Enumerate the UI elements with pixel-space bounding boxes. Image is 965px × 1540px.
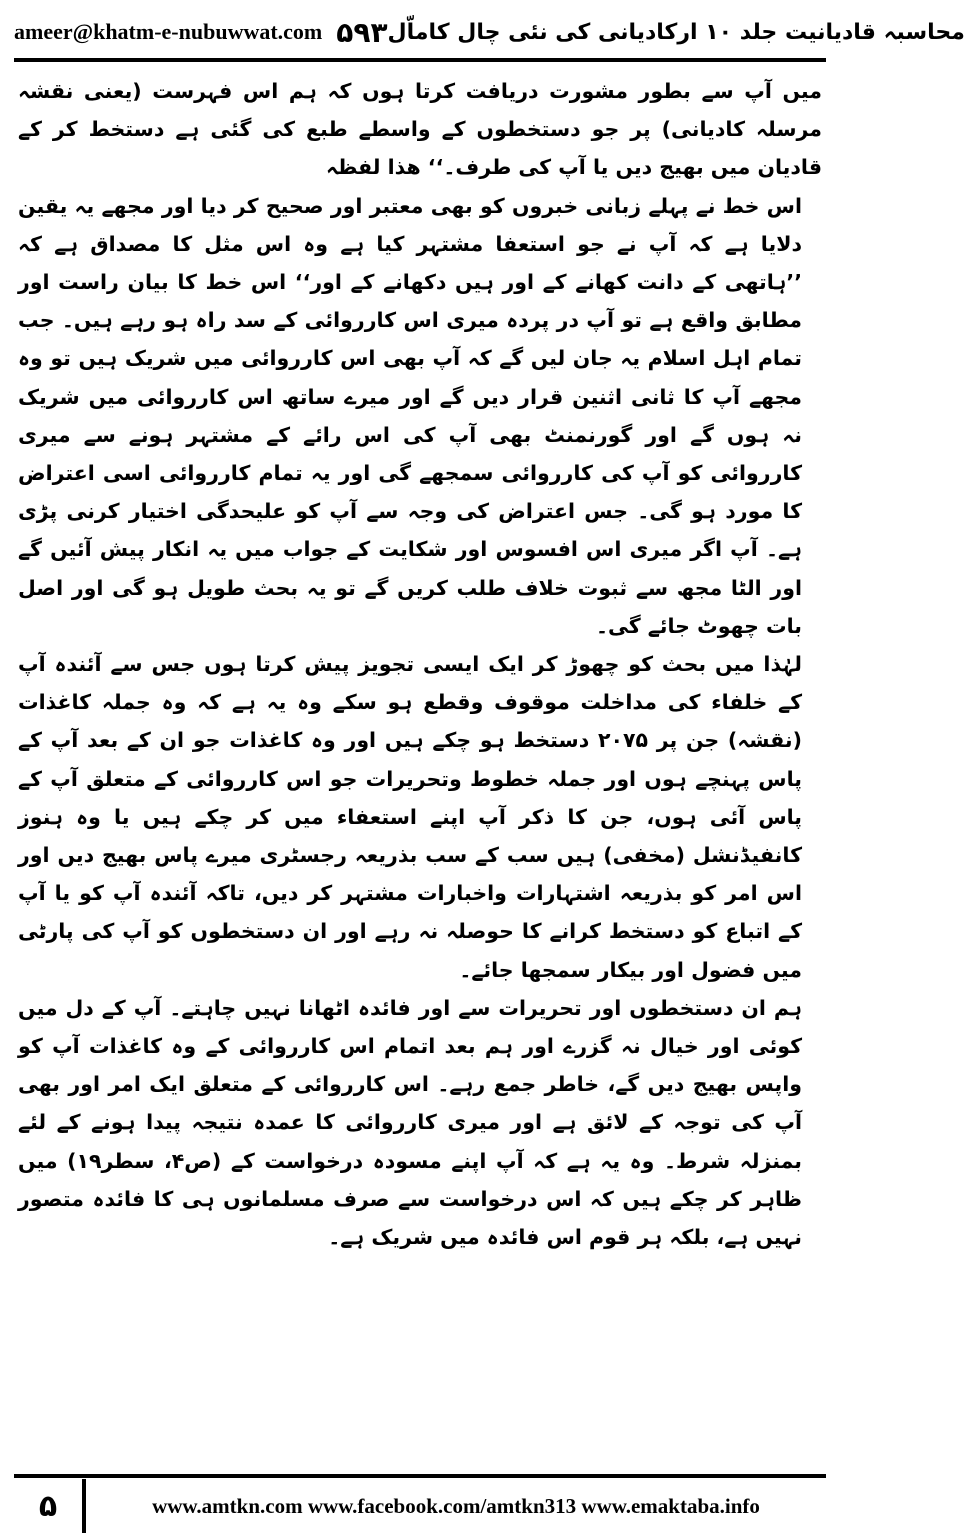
paragraph-2: اس خط نے پہلے زبانی خبروں کو بھی معتبر اور صحیح کر دیا اور مجھے یہ یقین دلایا ہے کہ آپ نے جو استعفا مشتہر کیا ہے وہ اس مثل کا مصداق ہے کہ ’’ہاتھی کے دانت کھانے کے اور ہیں دکھانے کے اور‘‘ اس خط کا بیان راست اور مطابق واقع ہے تو آپ در پردہ میری اس کارروائی کے سد راہ ہو رہے ہیں۔ جب تمام اہل اسلام یہ جان لیں گے کہ آپ بھی اس کارروائی میں شریک ہیں تو وہ مجھے آپ کا ثانی اثنین قرار دیں گے اور میرے ساتھ اس کارروائی میں شریک نہ ہوں گے اور گورنمنٹ بھی آپ کی اس رائے کے مشتہر ہونے سے میری کارروائی کو آپ کی کارروائی سمجھے گی اور یہ تمام کارروائی اسی اعتراض کا مورد ہو گی۔ جس اعتراض کی وجہ سے آپ کو علیحدگی اختیار کرنی پڑی ہے۔ آپ اگر میری اس افسوس اور شکایت کے جواب میں یہ انکار پیش آئیں گے اور الٹا مجھ سے ثبوت خلاف طلب کریں گے تو یہ بحث طویل ہو گی اور اصل بات چھوٹ جائے گی۔ — [18, 193, 802, 638]
page-footer — [14, 1474, 826, 1534]
paragraph-1: میں آپ سے بطور مشورت دریافت کرتا ہوں کہ ہم اس فہرست (یعنی نقشہ مرسلہ کادیانی) پر جو دستخطوں کے واسطے طبع کی گئی ہے دستخط کر کے قادیان میں بھیج دیں یا آپ کی طرف۔‘‘ ھذا لفظہ — [18, 79, 822, 180]
header-left-group — [14, 16, 388, 49]
page-body — [18, 72, 822, 1460]
header-title: محاسبہ قادیانیت جلد ۱۰ ارکادیانی کی نئی چال کاماّل — [387, 19, 965, 45]
header-page-number: ۵۹۳ — [336, 15, 388, 49]
footer-links: www.amtkn.com www.facebook.com/amtkn313 www.emaktaba.info — [152, 1493, 760, 1518]
paragraph-4: ہم ان دستخطوں اور تحریرات سے اور فائدہ اٹھانا نہیں چاہتے۔ آپ کے دل میں کوئی اور خیال نہ گزرے اور ہم بعد اتمام اس کارروائی کے وہ کاغذات آپ کو واپس بھیج دیں گے، خاطر جمع رہے۔ اس کارروائی کے متعلق ایک امر اور بھی آپ کی توجہ کے لائق ہے اور میری کارروائی کا عمدہ نتیجہ پیدا ہونے کے لئے بمنزلہ شرط۔ وہ یہ ہے کہ آپ اپنے مسودہ درخواست کے (ص۴، سطر۱۹) میں ظاہر کر چکے ہیں کہ اس درخواست سے صرف مسلمانوں ہی کا فائدہ متصور نہیں ہے، بلکہ ہر قوم اس فائدہ میں شریک ہے۔ — [18, 995, 803, 1250]
header-email: ameer@khatm-e-nubuwwat.com — [14, 19, 323, 44]
paragraph-3: لہٰذا میں بحث کو چھوڑ کر ایک ایسی تجویز پیش کرتا ہوں جس سے آئندہ آپ کے خلفاء کی مداخلت موقوف وقطع ہو سکے وہ یہ ہے کہ وہ جملہ کاغذات (نقشہ) جن پر ۲۰۷۵ دستخط ہو چکے ہیں اور وہ کاغذات جو ان کے بعد آپ کے پاس پہنچے ہوں اور جملہ خطوط وتحریرات جو اس کارروائی کے متعلق آپ کے پاس آئی ہوں، جن کا ذکر آپ اپنے استعفاء میں کر چکے ہیں یا وہ ہنوز کانفیڈنشل (مخفی) ہیں سب کے سب بذریعہ رجسٹری میرے پاس بھیج دیں اور اس امر کو بذریعہ اشتہارات واخبارات مشتہر کر دیں، تاکہ آئندہ آپ کو یا آپ کے اتباع کو دستخط کرانے کا حوصلہ نہ رہے اور ان دستخطوں کو آپ کی پارٹی میں فضول اور بیکار سمجھا جائے۔ — [18, 652, 802, 982]
page-header — [14, 6, 965, 62]
footer-page-number: ۵ — [14, 1479, 86, 1533]
